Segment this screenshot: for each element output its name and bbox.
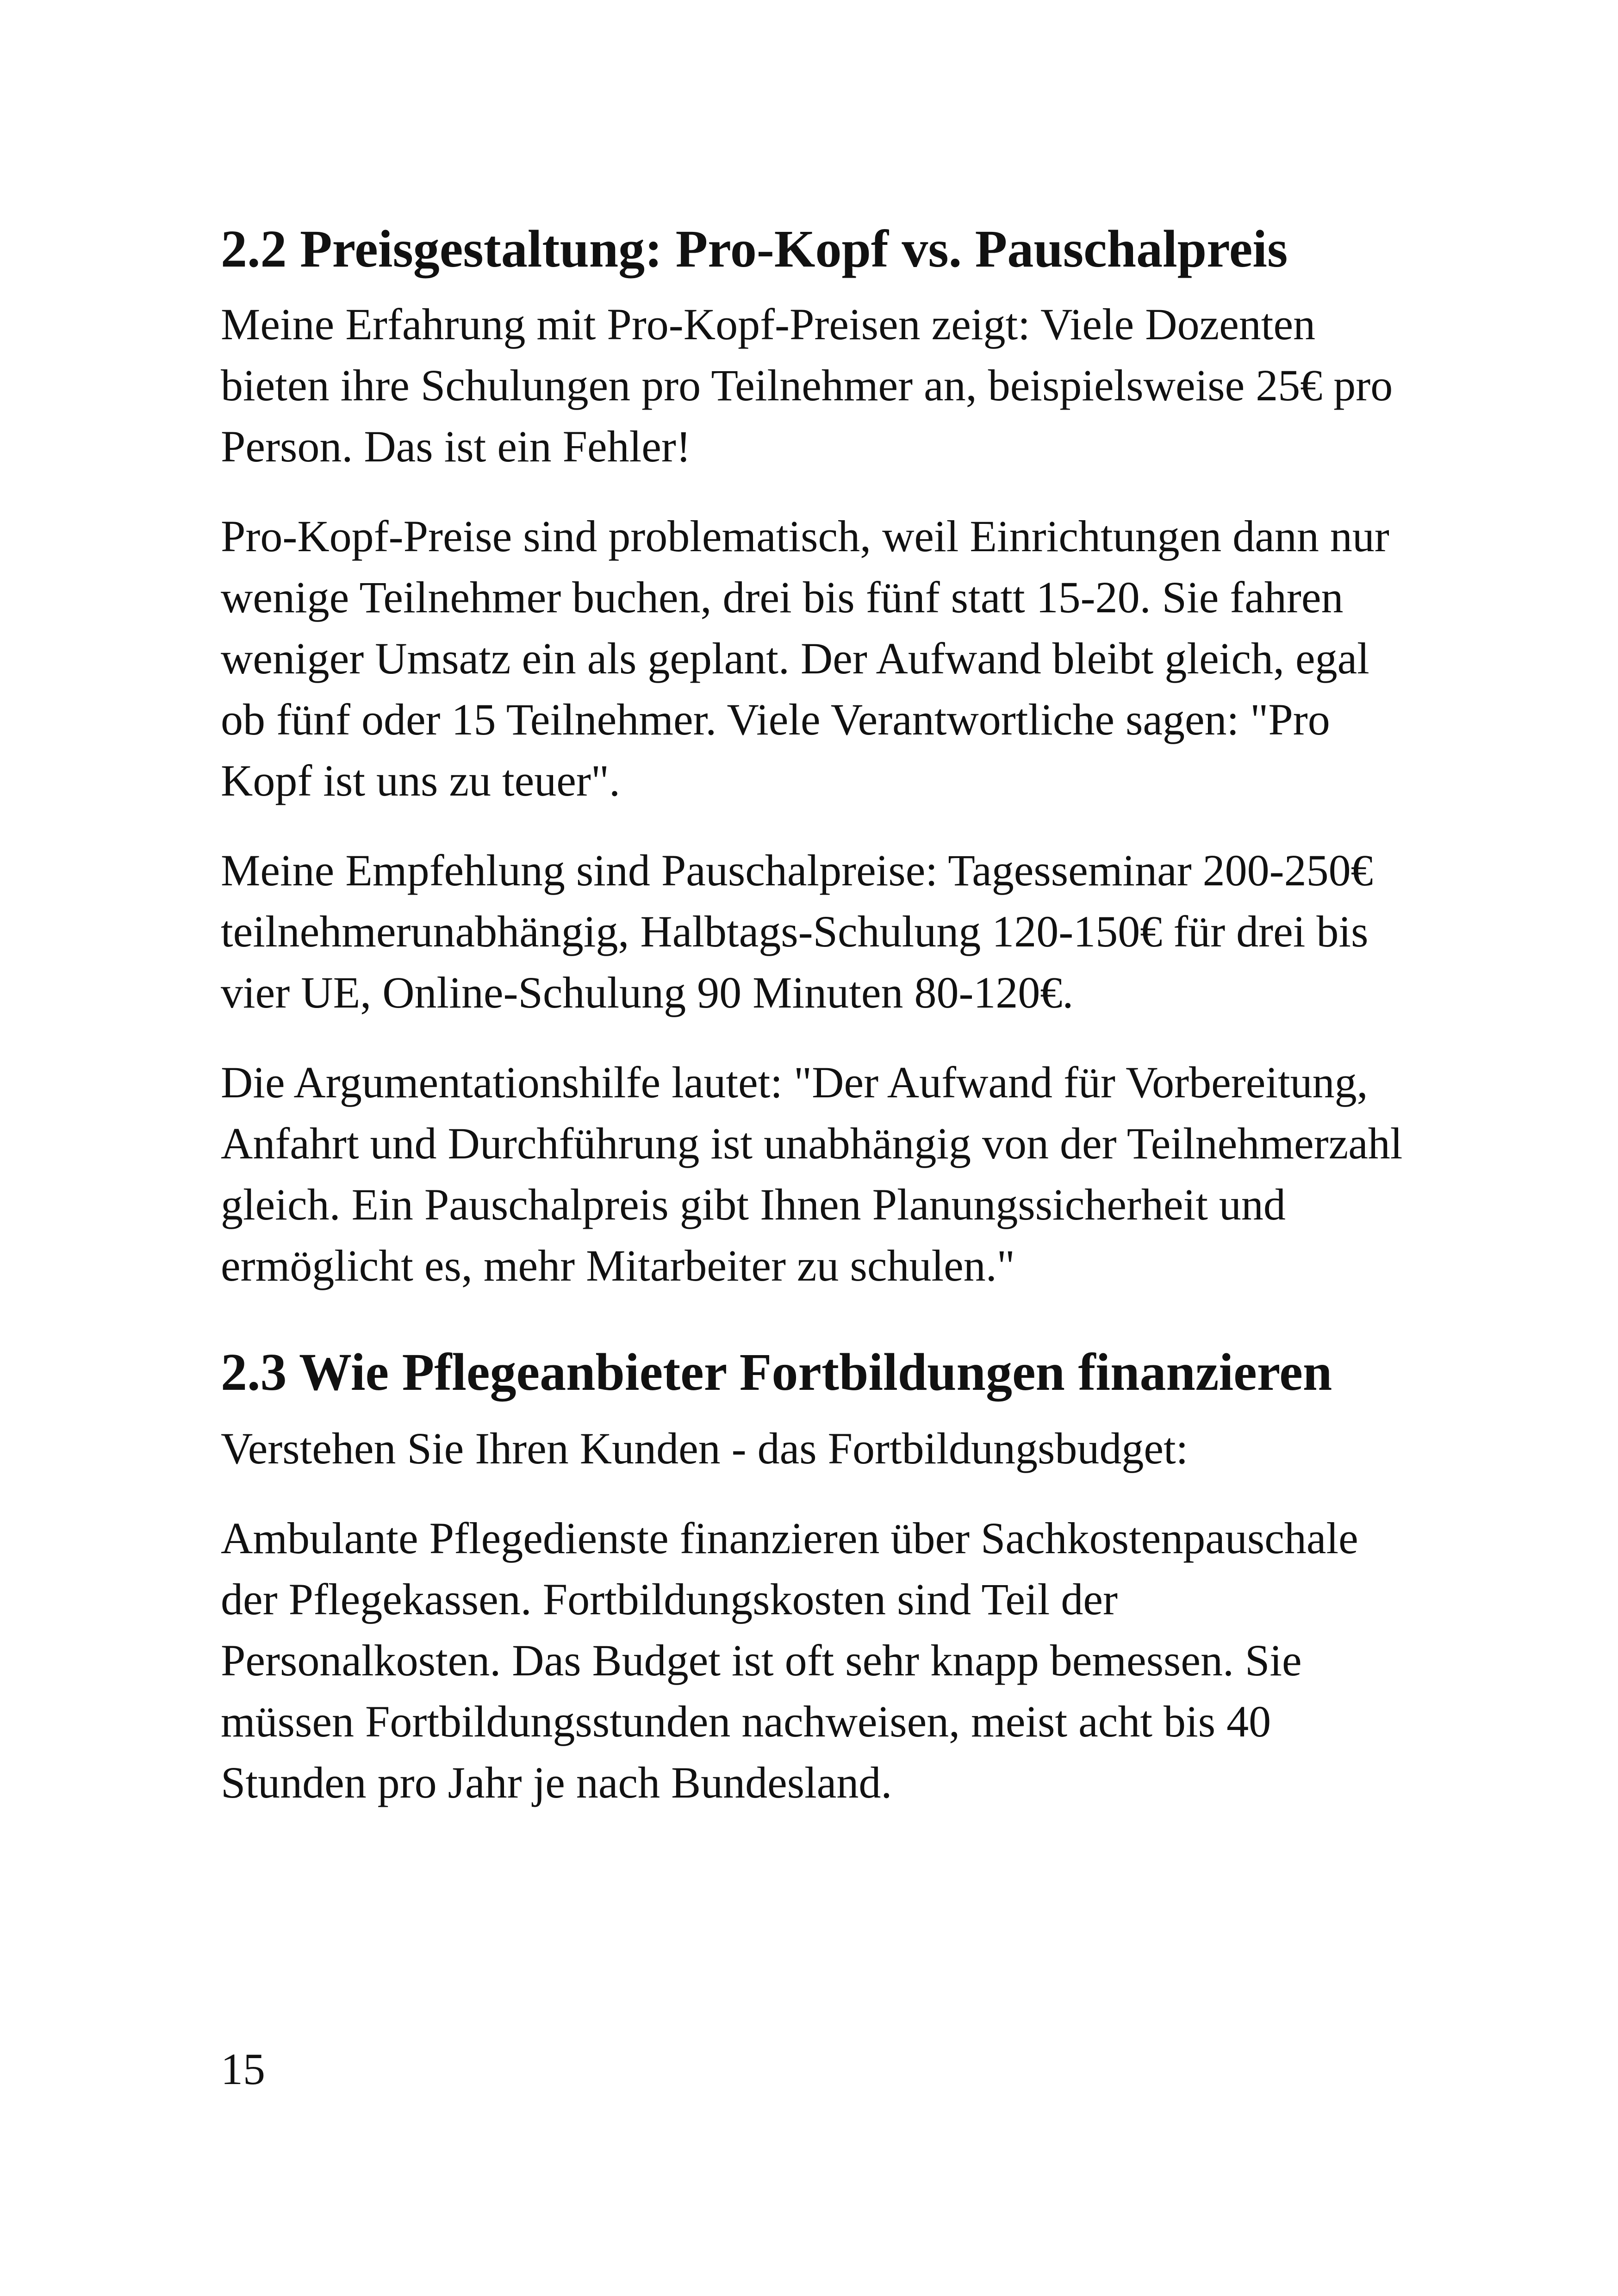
paragraph-pro-kopf-experience: Meine Erfahrung mit Pro-Kopf-Preisen zeigt: Viele Dozenten bieten ihre Schulungen pro Teilnehmer an, beispielsweise 25€ pro Person. Das ist ein Fehler!: [221, 299, 1393, 471]
page-number: 15: [221, 2044, 265, 2094]
paragraph-ambulante-finanzierung: Ambulante Pflegedienste finanzieren über Sachkostenpauschale der Pflegekassen. Fortbildungskosten sind Teil der Personalkosten. Das Budget ist oft sehr knapp bemessen. Sie müssen Fortbildungsstunden nachweisen, meist acht bis 40 Stunden pro Jahr je nach Bundesland.: [221, 1513, 1358, 1807]
paragraph-pro-kopf-problems: Pro-Kopf-Preise sind problematisch, weil Einrichtungen dann nur wenige Teilnehmer buchen, drei bis fünf statt 15-20. Sie fahren weniger Umsatz ein als geplant. Der Aufwand bleibt gleich, egal ob fünf oder 15 Teilnehmer. Viele Verantwortliche sagen: "Pro Kopf ist uns zu teuer".: [221, 511, 1389, 805]
paragraph-budget-intro: Verstehen Sie Ihren Kunden - das Fortbildungsbudget:: [221, 1423, 1189, 1473]
paragraph-argumentation: Die Argumentationshilfe lautet: "Der Aufwand für Vorbereitung, Anfahrt und Durchführung ist unabhängig von der Teilnehmerzahl gleich. Ein Pauschalpreis gibt Ihnen Planungssicherheit und ermöglicht es, mehr Mitarbeiter zu schulen.": [221, 1057, 1403, 1290]
section-heading-2-2: 2.2 Preisgestaltung: Pro-Kopf vs. Pauschalpreis: [221, 219, 1288, 278]
paragraph-pauschal-recommendation: Meine Empfehlung sind Pauschalpreise: Tagesseminar 200-250€ teilnehmerunabhängig, Halbtags-Schulung 120-150€ für drei bis vier UE, Online-Schulung 90 Minuten 80-120€.: [221, 845, 1373, 1017]
section-heading-2-3: 2.3 Wie Pflegeanbieter Fortbildungen finanzieren: [221, 1342, 1332, 1401]
page-content: [221, 218, 1406, 1813]
